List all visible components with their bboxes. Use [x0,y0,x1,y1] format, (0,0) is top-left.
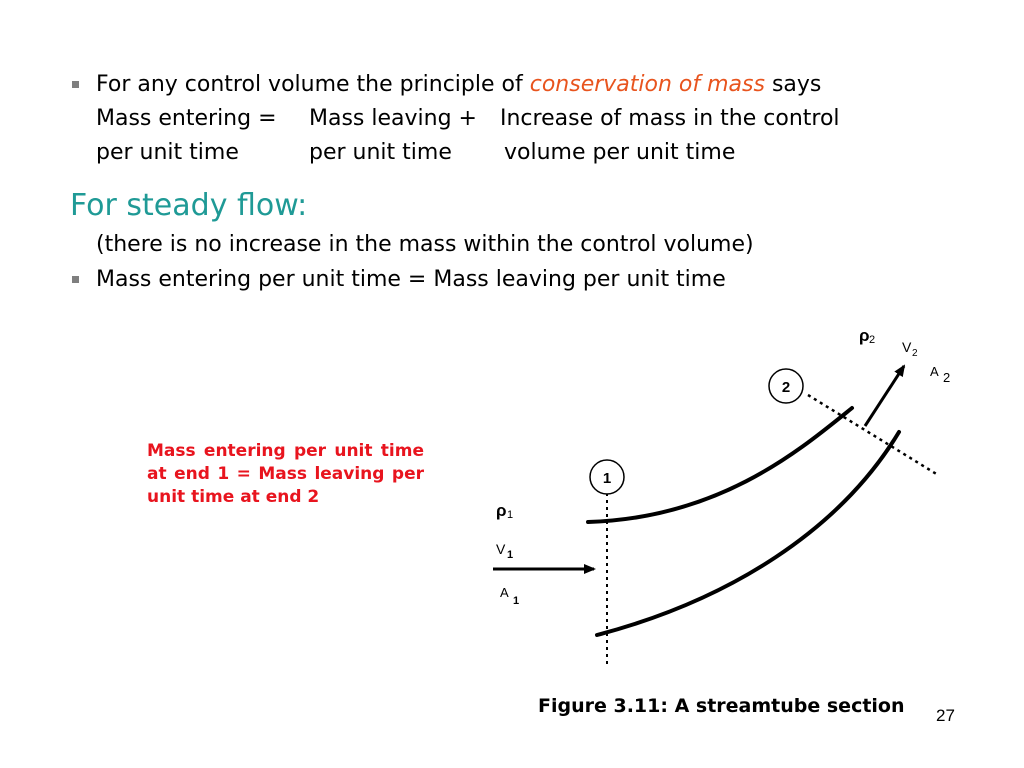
increase-label: Increase of mass in the control [500,106,840,131]
v-1-symbol: V [496,541,506,557]
section-2-line [808,395,938,475]
a-1-subscript: 1 [513,595,520,607]
mass-entering-label: Mass entering = [96,106,277,131]
rho-1-symbol: ρ [496,501,507,520]
steady-flow-bullet: Mass entering per unit time = Mass leaving per unit time [96,267,726,292]
streamtube-upper-wall [588,408,852,522]
rho-1-subscript: 1 [507,509,514,521]
outlet-velocity-arrow [865,366,904,426]
per-unit-time-2: per unit time [309,140,452,165]
a-2-subscript: 2 [943,370,951,385]
v-1-subscript: 1 [507,549,514,561]
conservation-emphasis: conservation of mass [529,72,765,97]
per-unit-time-1: per unit time [96,140,239,165]
mass-balance-note: Mass entering per unit time at end 1 = Mass leaving per unit time at end 2 [147,441,424,507]
page-number: 27 [936,706,955,725]
a-1-symbol: A [500,585,509,600]
rho-2-subscript: 2 [869,334,876,346]
streamtube-lower-wall [597,432,899,635]
bullet-trail: says [764,72,822,97]
rho-2-symbol: ρ [859,326,870,345]
no-increase-note: (there is no increase in the mass within the control volume) [96,232,754,257]
end-1-label: 1 [602,470,612,487]
steady-flow-heading: For steady flow: [70,188,308,223]
bullet-intro: For any control volume the principle of [96,72,530,97]
v-2-symbol: V [902,339,912,355]
a-2-symbol: A [930,364,939,379]
end-2-label: 2 [781,379,791,396]
mass-leaving-label: Mass leaving + [309,106,477,131]
v-2-subscript: 2 [912,348,918,359]
figure-caption: Figure 3.11: A streamtube section [538,695,905,717]
volume-per-unit-time: volume per unit time [504,140,736,165]
